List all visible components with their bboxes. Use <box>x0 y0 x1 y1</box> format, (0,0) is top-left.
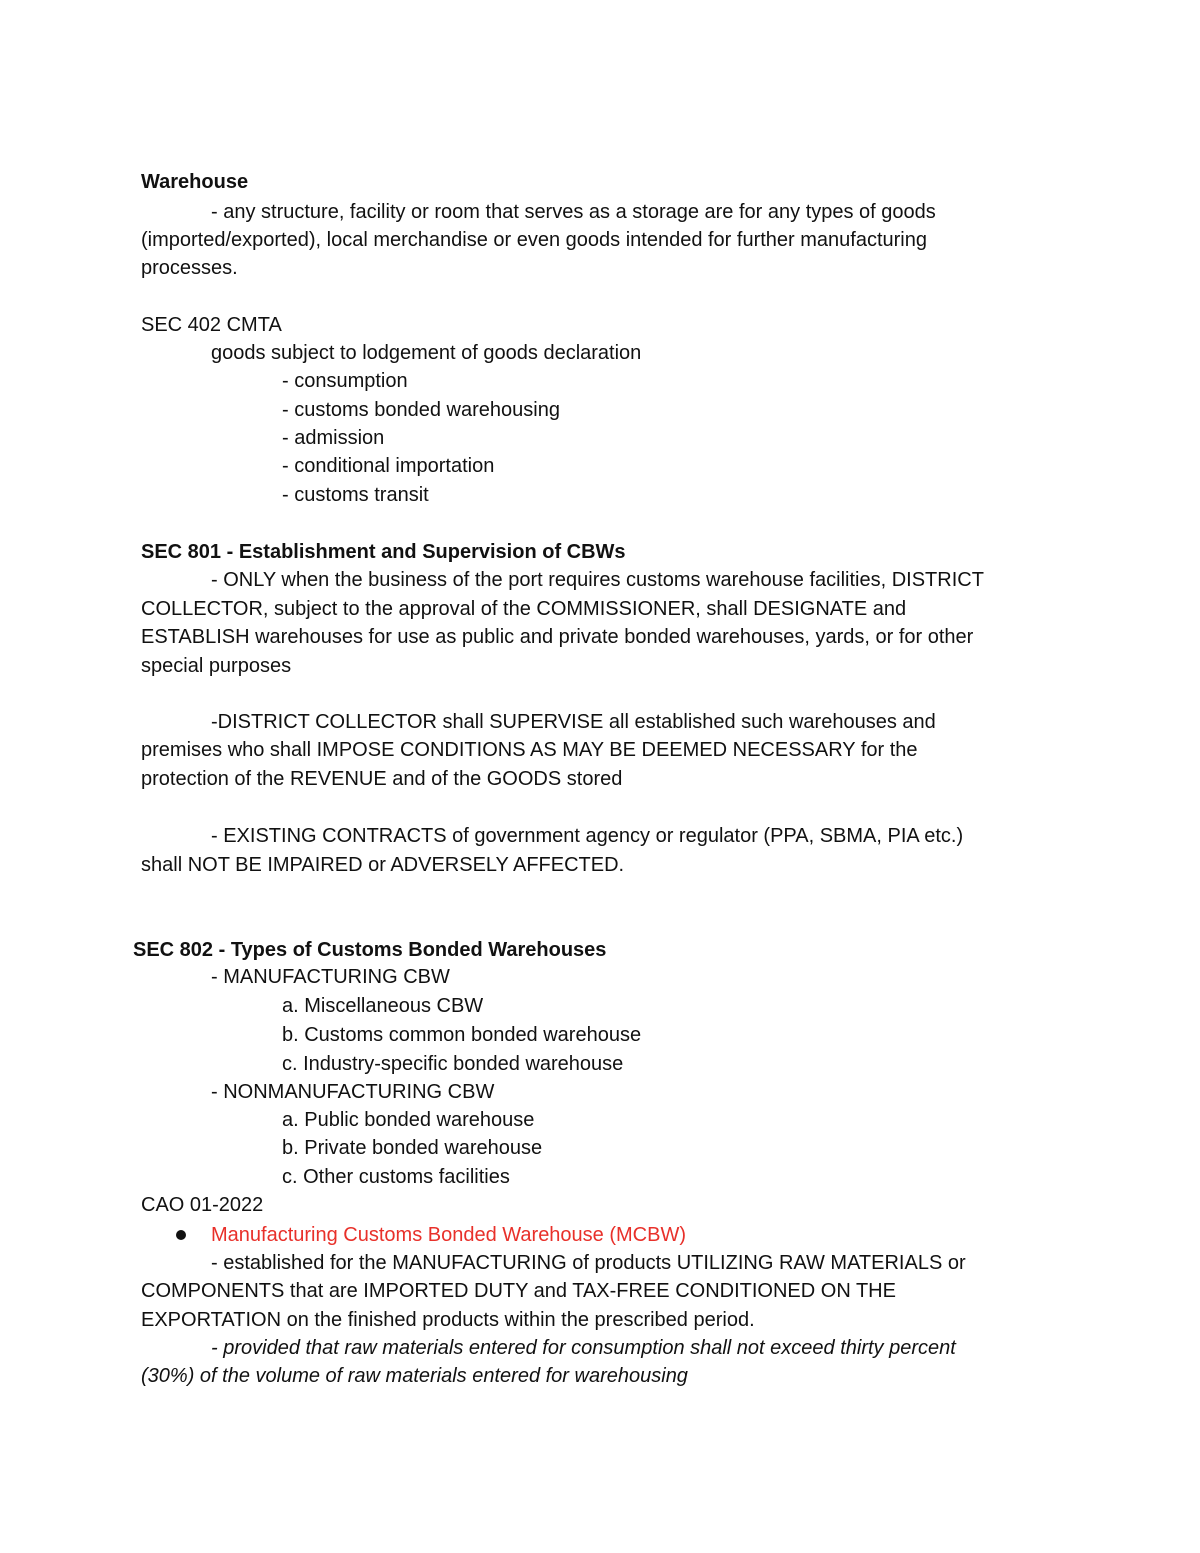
sec801-paragraph-line: protection of the REVENUE and of the GOODS stored <box>141 768 623 790</box>
mcbw-bullet-title: Manufacturing Customs Bonded Warehouse (MCBW) <box>211 1224 686 1246</box>
mcbw-description-line: COMPONENTS that are IMPORTED DUTY and TAX-FREE CONDITIONED ON THE <box>141 1280 896 1302</box>
sec801-heading: SEC 801 - Establishment and Supervision of CBWs <box>141 541 626 563</box>
sec801-paragraph-line: - EXISTING CONTRACTS of government agency or regulator (PPA, SBMA, PIA etc.) <box>211 825 964 847</box>
sec802-list-item: c. Industry-specific bonded warehouse <box>282 1053 624 1075</box>
sec402-intro: goods subject to lodgement of goods declaration <box>211 342 642 364</box>
mcbw-description-line: - established for the MANUFACTURING of products UTILIZING RAW MATERIALS or <box>211 1252 966 1274</box>
sec801-paragraph-line: shall NOT BE IMPAIRED or ADVERSELY AFFECTED. <box>141 854 625 876</box>
sec802-list-item: b. Customs common bonded warehouse <box>282 1024 642 1046</box>
sec402-heading: SEC 402 CMTA <box>141 314 282 336</box>
sec402-list-item: - conditional importation <box>282 455 495 477</box>
sec801-paragraph-line: -DISTRICT COLLECTOR shall SUPERVISE all established such warehouses and <box>211 711 936 733</box>
bullet-dot-icon <box>176 1230 186 1240</box>
mcbw-proviso-line: (30%) of the volume of raw materials entered for warehousing <box>141 1365 688 1387</box>
warehouse-definition-line: - any structure, facility or room that serves as a storage are for any types of goods <box>211 201 936 223</box>
mcbw-proviso-line: - provided that raw materials entered for consumption shall not exceed thirty percent <box>211 1337 956 1359</box>
warehouse-definition-line: processes. <box>141 257 238 279</box>
sec802-list-item: a. Public bonded warehouse <box>282 1109 535 1131</box>
sec802-list-item: b. Private bonded warehouse <box>282 1137 543 1159</box>
sec801-paragraph-line: ESTABLISH warehouses for use as public and private bonded warehouses, yards, or for other <box>141 626 974 648</box>
sec402-list-item: - customs bonded warehousing <box>282 399 560 421</box>
sec802-list-item: c. Other customs facilities <box>282 1166 510 1188</box>
sec801-paragraph-line: special purposes <box>141 655 292 677</box>
sec801-paragraph-line: COLLECTOR, subject to the approval of the COMMISSIONER, shall DESIGNATE and <box>141 598 907 620</box>
sec802-list-item: a. Miscellaneous CBW <box>282 995 484 1017</box>
sec402-list-item: - admission <box>282 427 385 449</box>
sec802-manufacturing-label: - MANUFACTURING CBW <box>211 966 450 988</box>
cao-heading: CAO 01-2022 <box>141 1194 264 1216</box>
mcbw-description-line: EXPORTATION on the finished products within the prescribed period. <box>141 1309 755 1331</box>
sec402-list-item: - consumption <box>282 370 408 392</box>
sec802-heading: SEC 802 - Types of Customs Bonded Warehouses <box>133 939 607 961</box>
warehouse-definition-line: (imported/exported), local merchandise or even goods intended for further manufacturing <box>141 229 927 251</box>
sec801-paragraph-line: premises who shall IMPOSE CONDITIONS AS MAY BE DEEMED NECESSARY for the <box>141 739 918 761</box>
sec802-nonmanufacturing-label: - NONMANUFACTURING CBW <box>211 1081 495 1103</box>
sec801-paragraph-line: - ONLY when the business of the port requires customs warehouse facilities, DISTRICT <box>211 569 984 591</box>
sec402-list-item: - customs transit <box>282 484 429 506</box>
warehouse-heading: Warehouse <box>141 171 249 193</box>
